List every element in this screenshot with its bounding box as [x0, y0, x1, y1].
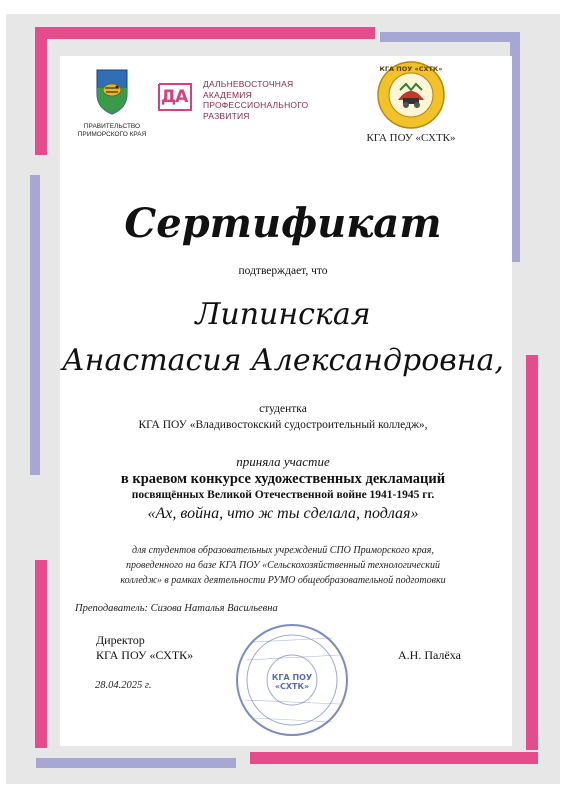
issue-date: 28.04.2025 г. [95, 680, 152, 691]
college-ring-text: КГА ПОУ «СХТК» [379, 65, 443, 73]
frame-lilac-top [380, 32, 520, 42]
participant-institution: КГА ПОУ «Владивостокский судостроительный колледж», [138, 419, 428, 431]
academy-line-3: ПРОФЕССИОНАЛЬНОГО [203, 100, 309, 110]
director-name: А.Н. Палёха [398, 648, 461, 662]
academy-name [203, 79, 323, 121]
government-logo [77, 66, 147, 138]
description-line-3: колледж» в рамках деятельности РУМО общеобразовательной подготовки [120, 575, 446, 586]
contest-name: «Ах, война, что ж ты сделала, подлая» [147, 505, 419, 522]
confirms-text: подтверждает, что [238, 265, 328, 277]
academy-mark [155, 80, 195, 114]
certificate-title: Сертификат [124, 200, 442, 247]
description-line-2: проведенного на базе КГА ПОУ «Сельскохозяйственный технологический [126, 560, 440, 571]
description-block [0, 543, 566, 588]
coat-of-arms-icon [77, 66, 147, 116]
director-org: КГА ПОУ «СХТК» [96, 648, 194, 662]
academy-line-2: АКАДЕМИЯ [203, 89, 252, 100]
government-caption [67, 123, 157, 139]
participant-first-names: Анастасия Александровна, [62, 343, 504, 378]
frame-lilac-bottom [36, 758, 236, 768]
director-block [96, 633, 193, 663]
government-caption-line-1: ПРАВИТЕЛЬСТВО [83, 123, 141, 130]
college-caption: КГА ПОУ «СХТК» [366, 132, 456, 144]
academy-mark-text: ДА [161, 87, 188, 107]
participant-role: студентка [259, 403, 307, 415]
teacher-line: Преподаватель: Сизова Наталья Васильевна [75, 603, 278, 614]
participated-text: приняла участие [236, 454, 330, 469]
description-line-1: для студентов образовательных учреждений СПО Приморского края, [132, 545, 434, 556]
frame-pink-left-low [35, 560, 47, 748]
dedication-text: посвящённых Великой Отечественной войне 1941-1945 гг. [131, 489, 435, 501]
director-title: Директор [96, 633, 145, 647]
college-logo [376, 60, 446, 130]
contest-text: в краевом конкурсе художественных декламаций [120, 471, 446, 487]
stamp-text: КГА ПОУ «СХТК» [271, 673, 313, 691]
academy-logo [155, 76, 315, 128]
government-caption-line-2: ПРИМОРСКОГО КРАЯ [77, 131, 147, 138]
official-stamp [232, 620, 352, 740]
academy-line-4: РАЗВИТИЯ [203, 110, 250, 121]
participant-surname: Липинская [195, 297, 371, 332]
frame-pink-bottom [250, 752, 538, 764]
frame-pink-left [35, 27, 47, 155]
academy-line-1: ДАЛЬНЕВОСТОЧНАЯ [203, 79, 294, 89]
frame-pink-top [35, 27, 375, 39]
